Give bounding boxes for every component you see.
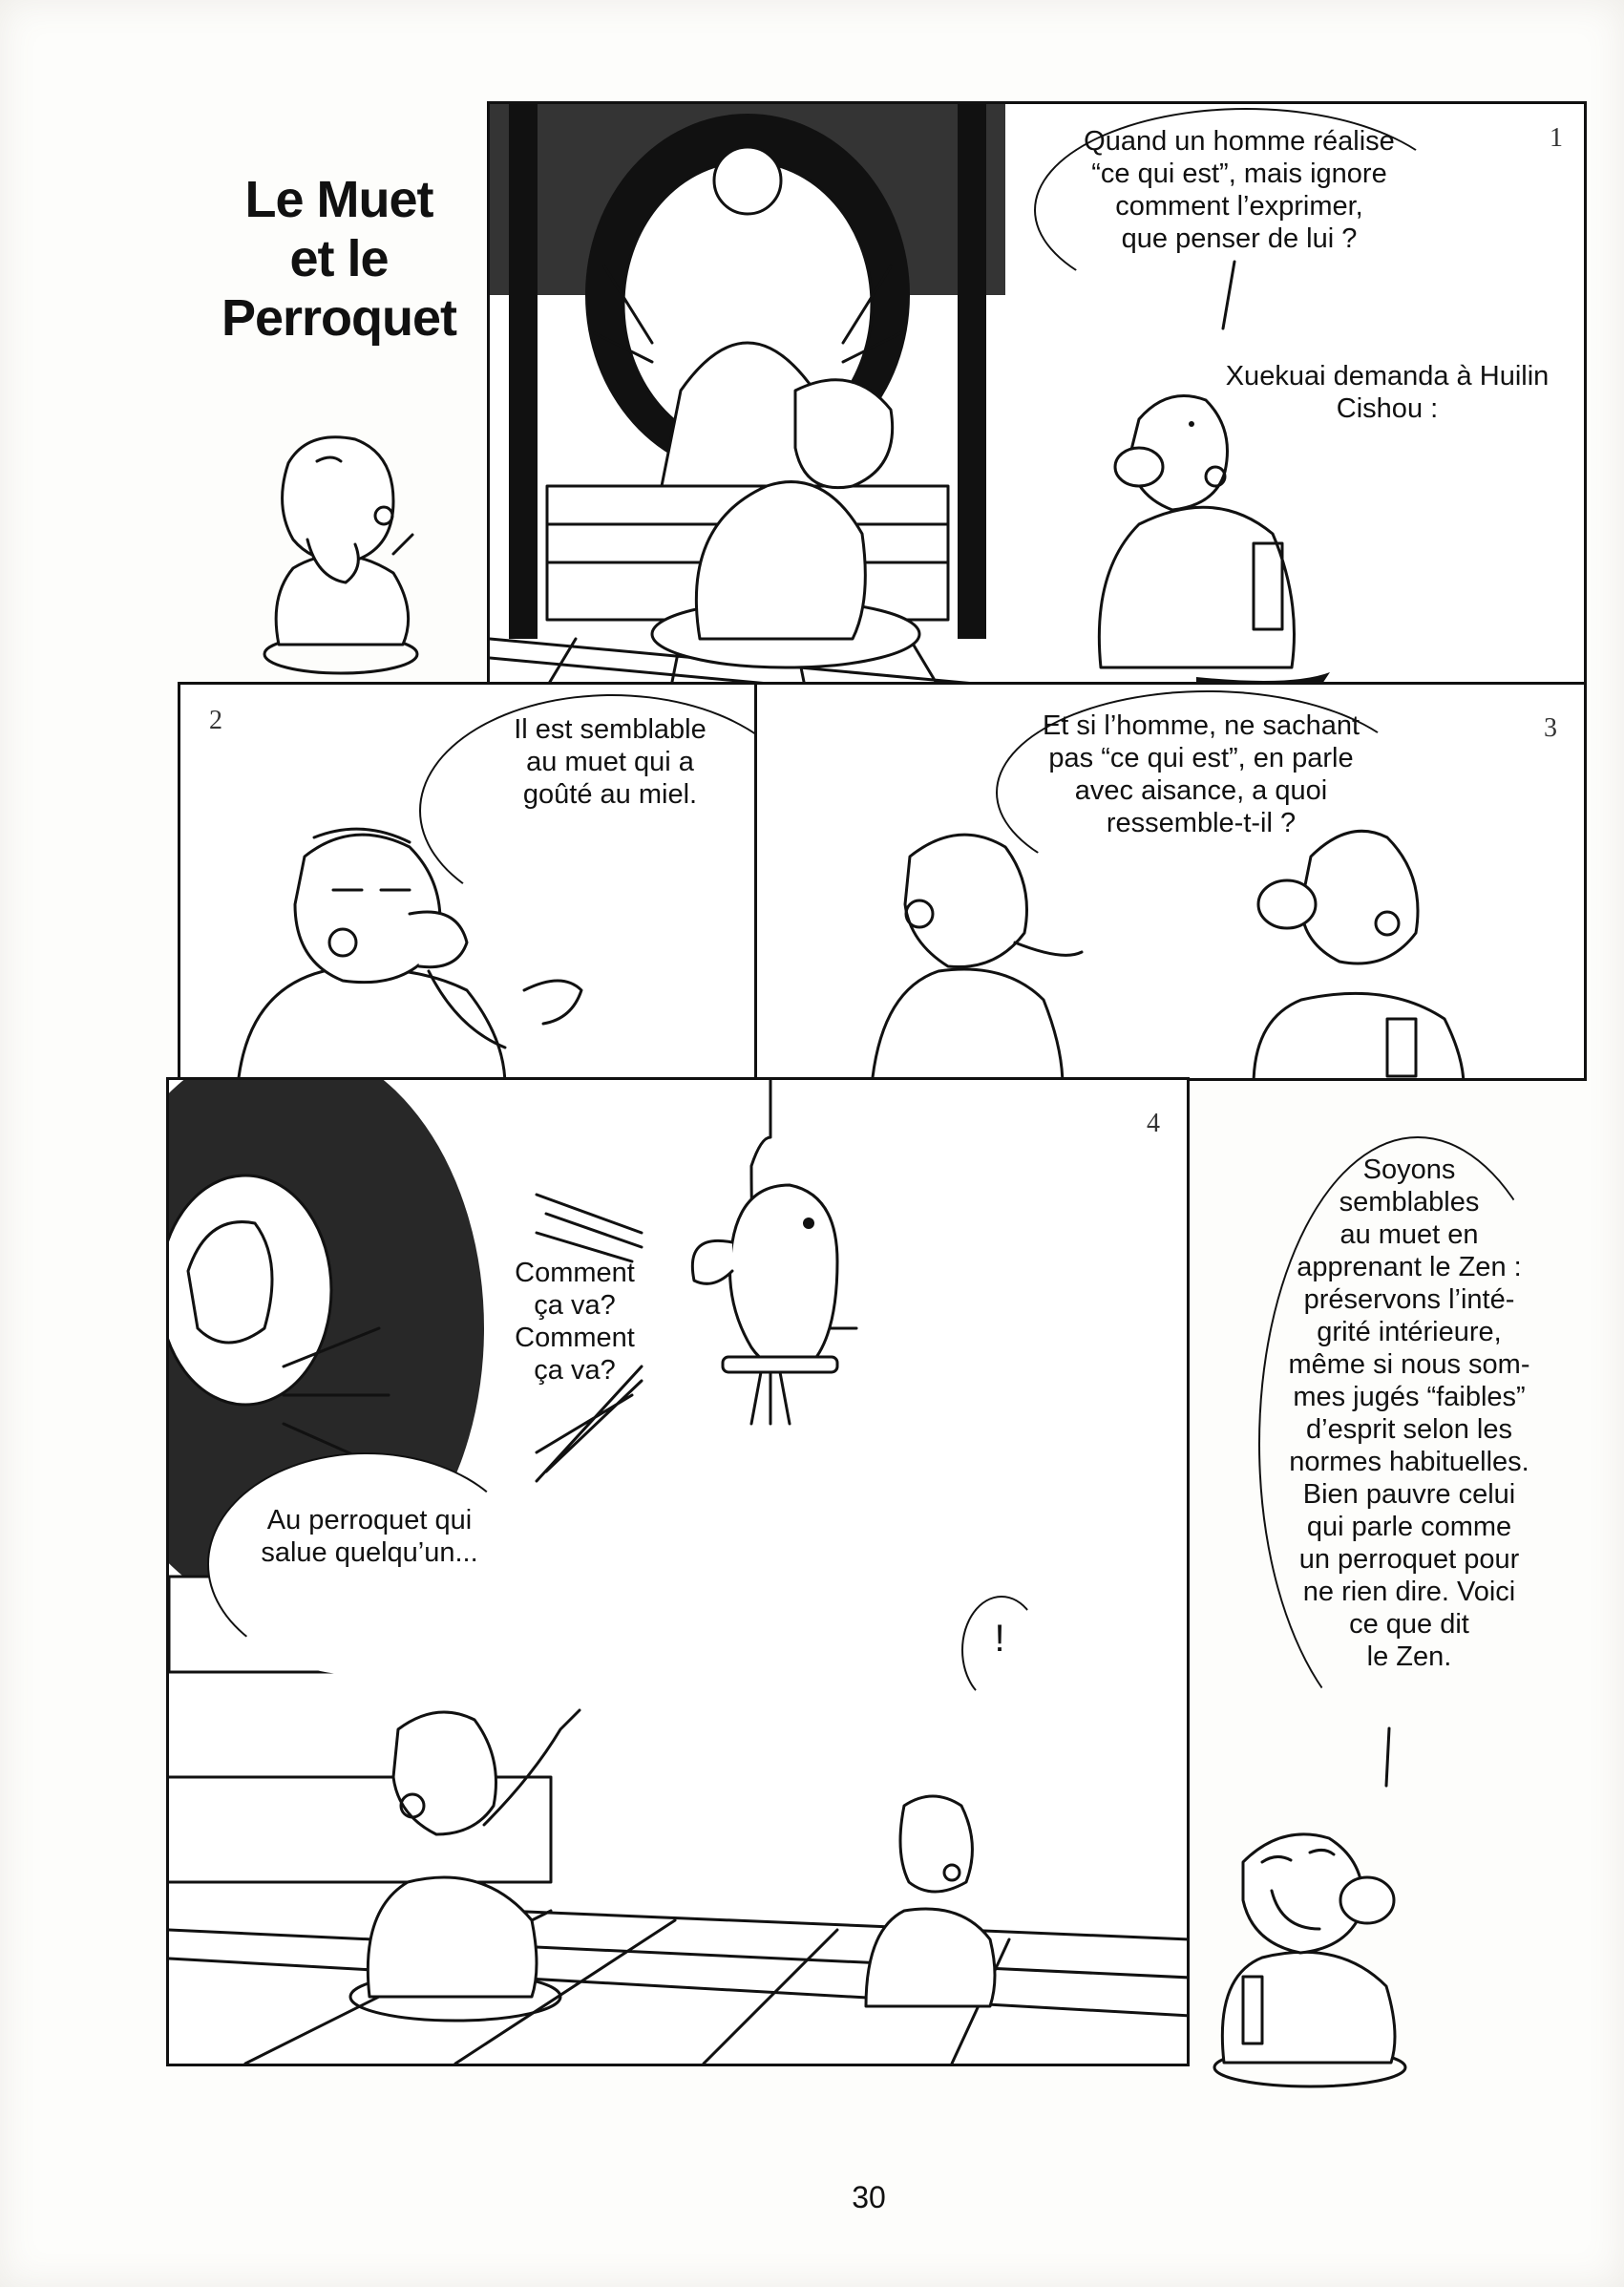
master-and-disciple-illustration	[853, 799, 1521, 1081]
temple-buddha-illustration	[490, 104, 1005, 687]
bubble-line: Il est semblable	[514, 714, 707, 745]
speech-line: Comment	[515, 1323, 635, 1353]
bubble-line: salue quelqu’un...	[261, 1537, 478, 1568]
bubble-line: grité intérieure,	[1317, 1317, 1502, 1347]
speech-line: ça va?	[534, 1290, 616, 1321]
bubble-line: Et si l’homme, ne sachant	[1042, 710, 1360, 741]
exclamation-text: !	[994, 1618, 1005, 1660]
bubble-line: ce que dit	[1349, 1609, 1469, 1640]
caption-line: Cishou :	[1336, 393, 1439, 424]
bubble-line: “ce qui est”, mais ignore	[1091, 159, 1387, 189]
master-speaking-illustration	[219, 799, 620, 1081]
bubble-line: au muet qui a	[526, 747, 694, 777]
bubble-line: Quand un homme réalise	[1084, 126, 1395, 157]
parrot-illustration	[665, 1080, 856, 1577]
speech-bubble	[226, 1504, 513, 1569]
bubble-line: semblables	[1339, 1187, 1480, 1218]
bubble-line: normes habituelles.	[1289, 1447, 1529, 1477]
bubble-line: ressemble-t-il ?	[1106, 808, 1297, 838]
bubble-line: comment l’exprimer,	[1115, 191, 1363, 222]
panel-2	[178, 682, 760, 1081]
monk-laughing-illustration	[1205, 1824, 1415, 2091]
bubble-line: le Zen.	[1366, 1641, 1452, 1672]
bubble-line: même si nous som-	[1288, 1349, 1530, 1380]
bubble-line: goûté au miel.	[522, 779, 698, 810]
panel-number: 2	[209, 706, 222, 735]
exclamation-bubble	[961, 1618, 1038, 1660]
bubble-line: avec aisance, a quoi	[1074, 775, 1328, 806]
bubble-tail	[1375, 1728, 1403, 1795]
bubble-line: un perroquet pour	[1298, 1544, 1520, 1575]
panel-4	[166, 1077, 1190, 2066]
disciple-surprised-illustration	[856, 1787, 1009, 2016]
page-title	[181, 170, 496, 348]
bubble-line: Soyons	[1362, 1154, 1456, 1185]
narration-bubble	[1237, 1154, 1581, 1673]
title-line: Le Muet	[244, 171, 433, 228]
panel-number: 1	[1550, 123, 1563, 153]
speech-bubble	[467, 713, 753, 811]
temple-floor-illustration	[169, 1739, 1190, 2064]
parrot-speech	[503, 1257, 646, 1387]
bubble-line: qui parle comme	[1306, 1512, 1512, 1542]
page-number: 30	[852, 2180, 886, 2214]
caption-line: Xuekuai demanda à Huilin	[1225, 361, 1550, 392]
bubble-line: Bien pauvre celui	[1302, 1479, 1516, 1510]
panel-number: 3	[1544, 713, 1557, 743]
monk-thinking-illustration	[250, 425, 441, 673]
bubble-line: mes jugés “faibles”	[1293, 1382, 1526, 1412]
bubble-line: Au perroquet qui	[266, 1505, 473, 1535]
title-line: Perroquet	[221, 289, 457, 347]
bubble-line: d’esprit selon les	[1306, 1414, 1512, 1445]
speech-bubble	[1039, 125, 1440, 255]
narration-caption	[1187, 360, 1587, 425]
master-pointing-illustration	[341, 1701, 589, 2025]
bubble-line: pas “ce qui est”, en parle	[1048, 743, 1354, 773]
bubble-line: préservons l’inté-	[1303, 1284, 1515, 1315]
panel-number: 4	[1147, 1109, 1160, 1138]
bubble-line: apprenant le Zen :	[1297, 1252, 1522, 1282]
speech-line: ça va?	[534, 1355, 616, 1386]
panel-3	[754, 682, 1587, 1081]
bubble-line: au muet en	[1339, 1219, 1479, 1250]
bubble-line: ne rien dire. Voici	[1302, 1577, 1516, 1607]
panel-1	[487, 101, 1587, 693]
title-line: et le	[289, 230, 389, 287]
bubble-tail	[1215, 262, 1254, 338]
disciple-illustration	[1082, 381, 1330, 687]
bubble-line: que penser de lui ?	[1121, 223, 1358, 254]
speech-line: Comment	[515, 1258, 635, 1288]
